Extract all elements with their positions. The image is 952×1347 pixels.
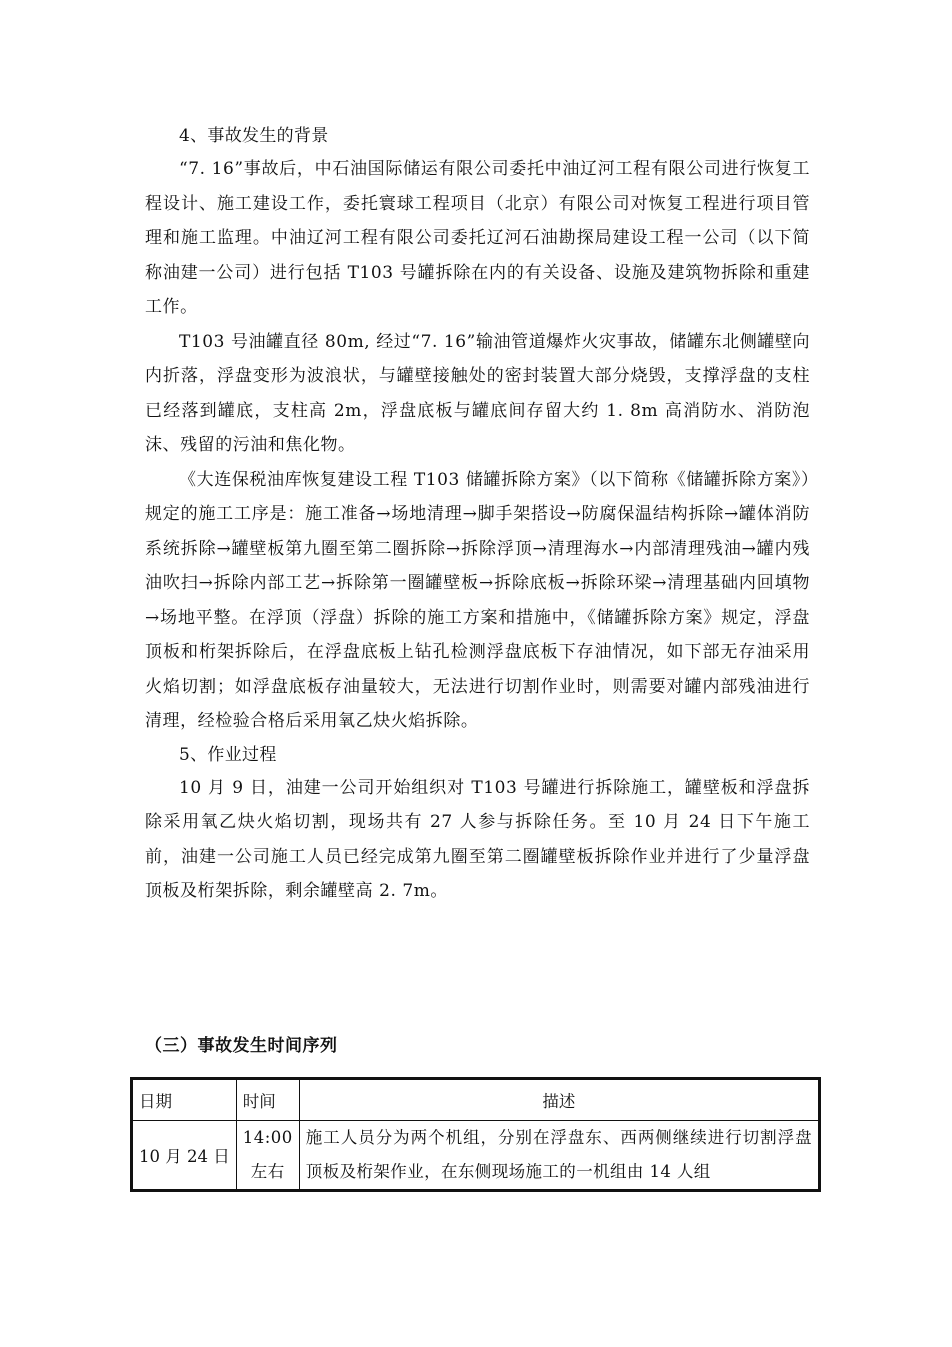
paragraph: 《大连保税油库恢复建设工程 T103 储罐拆除方案》（以下简称《储罐拆除方案》）规定的施工工序是：施工准备→场地清理→脚手架搭设→防腐保温结构拆除→罐体消防系统拆除→罐壁板第九圈至第二圈拆除→拆除浮顶→清理海水→内部清理残油→罐内残油吹扫→拆除内部工艺→拆除第一圈罐壁板→拆除底板→拆除环梁→清理基础内回填物→场地平整。在浮顶（浮盘）拆除的施工方案和措施中，《储罐拆除方案》规定，浮盘顶板和桁架拆除后，在浮盘底板上钻孔检测浮盘底板下存油情况，如下部无存油采用火焰切割；如浮盘底板存油量较大，无法进行切割作业时，则需要对罐内部残油进行清理，经检验合格后采用氧乙炔火焰拆除。 bbox=[145, 469, 810, 731]
time-cell: 14:00 左右 bbox=[236, 1121, 299, 1191]
description-cell: 施工人员分为两个机组，分别在浮盘东、西两侧继续进行切割浮盘顶板及桁架作业，在东侧现场施工的一机组由 14 人组 bbox=[299, 1121, 819, 1191]
paragraph: “7. 16”事故后，中石油国际储运有限公司委托中油辽河工程有限公司进行恢复工程设计、施工建设工作，委托寰球工程项目（北京）有限公司对恢复工程进行项目管理和施工监理。中油辽河工程有限公司委托辽河石油勘探局建设工程一公司（以下简称油建一公司）进行包括 T103 号罐拆除在内的有关设备、设施及建筑物拆除和重建工作。 bbox=[145, 159, 810, 317]
column-header-date: 日期 bbox=[132, 1079, 237, 1121]
paragraph: 10 月 9 日，油建一公司开始组织对 T103 号罐进行拆除施工，罐壁板和浮盘拆除采用氧乙炔火焰切割，现场共有 27 人参与拆除任务。至 10 月 24 日下午施工前，油建一公司施工人员已经完成第九圈至第二圈罐壁板拆除作业并进行了少量浮盘顶板及桁架拆除，剩余罐壁高 2. 7m。 bbox=[145, 777, 810, 901]
date-cell: 10 月 24 日 bbox=[132, 1121, 237, 1191]
paragraph: T103 号油罐直径 80m, 经过“7. 16”输油管道爆炸火灾事故，储罐东北侧罐壁向内折落，浮盘变形为波浪状，与罐壁接触处的密封装置大部分烧毁，支撑浮盘的支柱已经落到罐底，支柱高 2m，浮盘底板与罐底间存留大约 1. 8m 高消防水、消防泡沫、残留的污油和焦化物。 bbox=[145, 331, 810, 455]
timeline-table bbox=[130, 1077, 821, 1192]
timeline-section-title: （三）事故发生时间序列 bbox=[145, 1036, 338, 1056]
table-header-row bbox=[132, 1079, 820, 1121]
section-heading-process: 5、作业过程 bbox=[179, 744, 277, 765]
column-header-description: 描述 bbox=[299, 1079, 819, 1121]
document-body bbox=[145, 120, 810, 909]
table-row bbox=[132, 1121, 820, 1191]
section-heading-background: 4、事故发生的背景 bbox=[179, 126, 329, 146]
column-header-time: 时间 bbox=[236, 1079, 299, 1121]
